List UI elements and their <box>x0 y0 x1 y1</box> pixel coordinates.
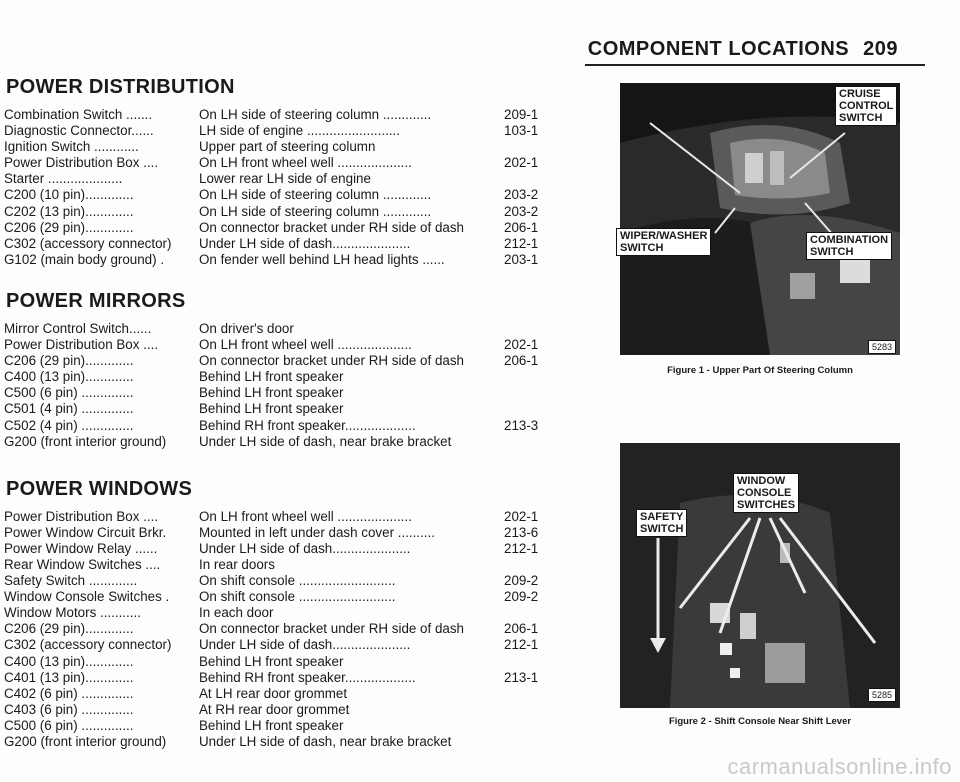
component-location: On connector bracket under RH side of dash <box>199 219 464 235</box>
component-location: Behind LH front speaker <box>199 653 344 669</box>
component-name: Safety Switch ............. <box>4 573 138 589</box>
page-reference <box>504 385 564 401</box>
page-reference: 213-1 <box>504 669 539 685</box>
page-reference: 203-2 <box>504 203 539 219</box>
component-name: C502 (4 pin) .............. <box>4 417 134 433</box>
component-location: On LH side of steering column ............. <box>199 187 432 203</box>
component-name: G102 (main body ground) . <box>4 251 165 267</box>
list-item <box>4 718 564 734</box>
list-item <box>4 204 564 220</box>
cruise-control-label: CRUISE CONTROL SWITCH <box>835 86 897 126</box>
page-reference <box>504 369 564 385</box>
page-reference <box>504 686 564 702</box>
page-reference: 203-2 <box>504 187 539 203</box>
page-reference: 212-1 <box>504 235 539 251</box>
component-location: On LH side of steering column ............. <box>199 203 432 219</box>
header-rule <box>585 64 925 66</box>
page-reference <box>504 557 564 573</box>
component-name: C401 (13 pin)............. <box>4 669 134 685</box>
section <box>4 478 564 750</box>
page-reference: 209-2 <box>504 573 539 589</box>
watermark: carmanualsonline.info <box>727 754 952 779</box>
page-reference: 212-1 <box>504 540 539 556</box>
list-item <box>4 123 564 139</box>
component-location: Upper part of steering column <box>199 139 376 155</box>
component-name: C500 (6 pin) .............. <box>4 717 134 733</box>
list-item <box>4 337 564 353</box>
component-location: Behind LH front speaker <box>199 369 344 385</box>
component-name: C206 (29 pin)............. <box>4 621 134 637</box>
component-location: Mounted in left under dash cover .......... <box>199 524 435 540</box>
component-name: C206 (29 pin)............. <box>4 219 134 235</box>
component-location: On LH front wheel well .................... <box>199 155 412 171</box>
list-item <box>4 171 564 187</box>
page-reference: 103-1 <box>504 123 539 139</box>
list-item <box>4 557 564 573</box>
list-item <box>4 525 564 541</box>
section <box>4 76 564 268</box>
figure-2-caption: Figure 2 - Shift Console Near Shift Lever <box>668 716 852 727</box>
component-name: C302 (accessory connector) <box>4 235 172 251</box>
component-name: C202 (13 pin)............. <box>4 203 134 219</box>
list-item <box>4 252 564 268</box>
component-name: Window Motors ........... <box>4 605 141 621</box>
component-location: On connector bracket under RH side of dash <box>199 353 464 369</box>
component-location: Lower rear LH side of engine <box>199 171 371 187</box>
list-item <box>4 734 564 750</box>
component-location: Under LH side of dash, near brake bracket <box>199 433 452 449</box>
figure-1-number: 5283 <box>868 340 896 354</box>
component-name: Power Window Relay ...... <box>4 540 158 556</box>
section-title: POWER MIRRORS <box>6 289 186 312</box>
page-reference <box>504 702 564 718</box>
page-reference: 202-1 <box>504 508 539 524</box>
list-item <box>4 541 564 557</box>
component-location: Behind LH front speaker <box>199 385 344 401</box>
component-location: In rear doors <box>199 556 275 572</box>
component-name: C400 (13 pin)............. <box>4 653 134 669</box>
list-item <box>4 107 564 123</box>
component-location: At LH rear door grommet <box>199 685 348 701</box>
component-location: LH side of engine ......................... <box>199 123 400 139</box>
page-reference <box>504 321 564 337</box>
component-name: C501 (4 pin) .............. <box>4 401 134 417</box>
component-name: Power Distribution Box .... <box>4 155 159 171</box>
page-reference: 213-6 <box>504 524 539 540</box>
list-item <box>4 139 564 155</box>
component-name: C500 (6 pin) .............. <box>4 385 134 401</box>
page-reference <box>504 434 564 450</box>
page-reference: 202-1 <box>504 337 539 353</box>
list-item <box>4 418 564 434</box>
component-location: On LH front wheel well .................... <box>199 337 412 353</box>
list-item <box>4 187 564 203</box>
component-name: Diagnostic Connector...... <box>4 123 154 139</box>
component-name: Starter .................... <box>4 171 123 187</box>
component-name: G200 (front interior ground) <box>4 433 167 449</box>
component-location: Behind RH front speaker................... <box>199 417 416 433</box>
component-name: Power Distribution Box .... <box>4 337 159 353</box>
component-list <box>4 76 564 768</box>
page-reference: 203-1 <box>504 251 539 267</box>
component-name: C400 (13 pin)............. <box>4 369 134 385</box>
list-item <box>4 220 564 236</box>
component-name: C402 (6 pin) .............. <box>4 685 134 701</box>
list-item <box>4 654 564 670</box>
page-reference <box>504 605 564 621</box>
component-name: C206 (29 pin)............. <box>4 353 134 369</box>
list-item <box>4 353 564 369</box>
component-location: Under LH side of dash, near brake bracket <box>199 734 452 749</box>
component-location: Behind LH front speaker <box>199 401 344 417</box>
list-item <box>4 385 564 401</box>
wiper-washer-label: WIPER/WASHER SWITCH <box>616 228 711 256</box>
page-reference: 209-2 <box>504 589 539 605</box>
component-name: C200 (10 pin)............. <box>4 187 134 203</box>
page-reference: 206-1 <box>504 353 539 369</box>
list-item <box>4 621 564 637</box>
page-header <box>588 38 898 61</box>
component-name: Ignition Switch ............ <box>4 139 139 155</box>
page-reference <box>504 139 564 155</box>
component-location: On LH front wheel well .................... <box>199 508 412 524</box>
component-location: In each door <box>199 605 274 621</box>
component-name: Combination Switch ....... <box>4 107 153 122</box>
header-title: COMPONENT LOCATIONS <box>587 38 850 60</box>
component-location: Behind LH front speaker <box>199 717 344 733</box>
section <box>4 290 564 450</box>
list-item <box>4 637 564 653</box>
window-console-label: WINDOW CONSOLE SWITCHES <box>733 473 799 513</box>
component-location: On fender well behind LH head lights ...... <box>199 251 445 267</box>
page-reference <box>504 718 564 734</box>
component-location: At RH rear door grommet <box>199 701 350 717</box>
list-item <box>4 155 564 171</box>
component-name: Rear Window Switches .... <box>4 556 161 572</box>
section-title: POWER DISTRIBUTION <box>6 76 235 98</box>
component-location: Under LH side of dash..................... <box>199 540 411 556</box>
list-item <box>4 401 564 417</box>
combination-switch-label: COMBINATION SWITCH <box>806 232 892 260</box>
list-item <box>4 369 564 385</box>
page-reference <box>504 734 564 750</box>
component-name: C302 (accessory connector) <box>4 637 172 653</box>
list-item <box>4 670 564 686</box>
component-location: Under LH side of dash..................... <box>199 637 411 653</box>
safety-switch-label: SAFETY SWITCH <box>636 509 687 537</box>
figure-1-caption: Figure 1 - Upper Part Of Steering Column <box>667 365 853 376</box>
page-reference: 202-1 <box>504 155 539 171</box>
page-reference: 213-3 <box>504 417 539 433</box>
component-name: C403 (6 pin) .............. <box>4 701 134 717</box>
list-item <box>4 236 564 252</box>
component-location: On connector bracket under RH side of dash <box>199 621 464 637</box>
page-number: 209 <box>863 38 898 60</box>
figure-2-number: 5285 <box>868 688 896 702</box>
component-name: G200 (front interior ground) <box>4 734 167 749</box>
list-item <box>4 686 564 702</box>
page-reference: 206-1 <box>504 219 539 235</box>
list-item <box>4 605 564 621</box>
component-location: On LH side of steering column ............. <box>199 107 432 122</box>
list-item <box>4 573 564 589</box>
component-location: Under LH side of dash..................... <box>199 235 411 251</box>
component-location: On shift console .......................... <box>199 589 396 605</box>
component-name: Mirror Control Switch...... <box>4 320 152 336</box>
component-location: Behind RH front speaker................... <box>199 669 416 685</box>
component-name: Window Console Switches . <box>4 589 170 605</box>
list-item <box>4 434 564 450</box>
component-name: Power Window Circuit Brkr. <box>4 524 167 540</box>
page-reference: 206-1 <box>504 621 539 637</box>
component-location: On shift console .......................... <box>199 573 396 589</box>
section-title: POWER WINDOWS <box>6 477 193 500</box>
page-reference <box>504 401 564 417</box>
list-item <box>4 321 564 337</box>
page-reference <box>504 171 564 187</box>
page-reference <box>504 654 564 670</box>
page-reference: 209-1 <box>504 107 539 122</box>
list-item <box>4 509 564 525</box>
page-reference: 212-1 <box>504 637 539 653</box>
list-item <box>4 589 564 605</box>
component-location: On driver's door <box>199 320 294 336</box>
component-name: Power Distribution Box .... <box>4 508 159 524</box>
list-item <box>4 702 564 718</box>
